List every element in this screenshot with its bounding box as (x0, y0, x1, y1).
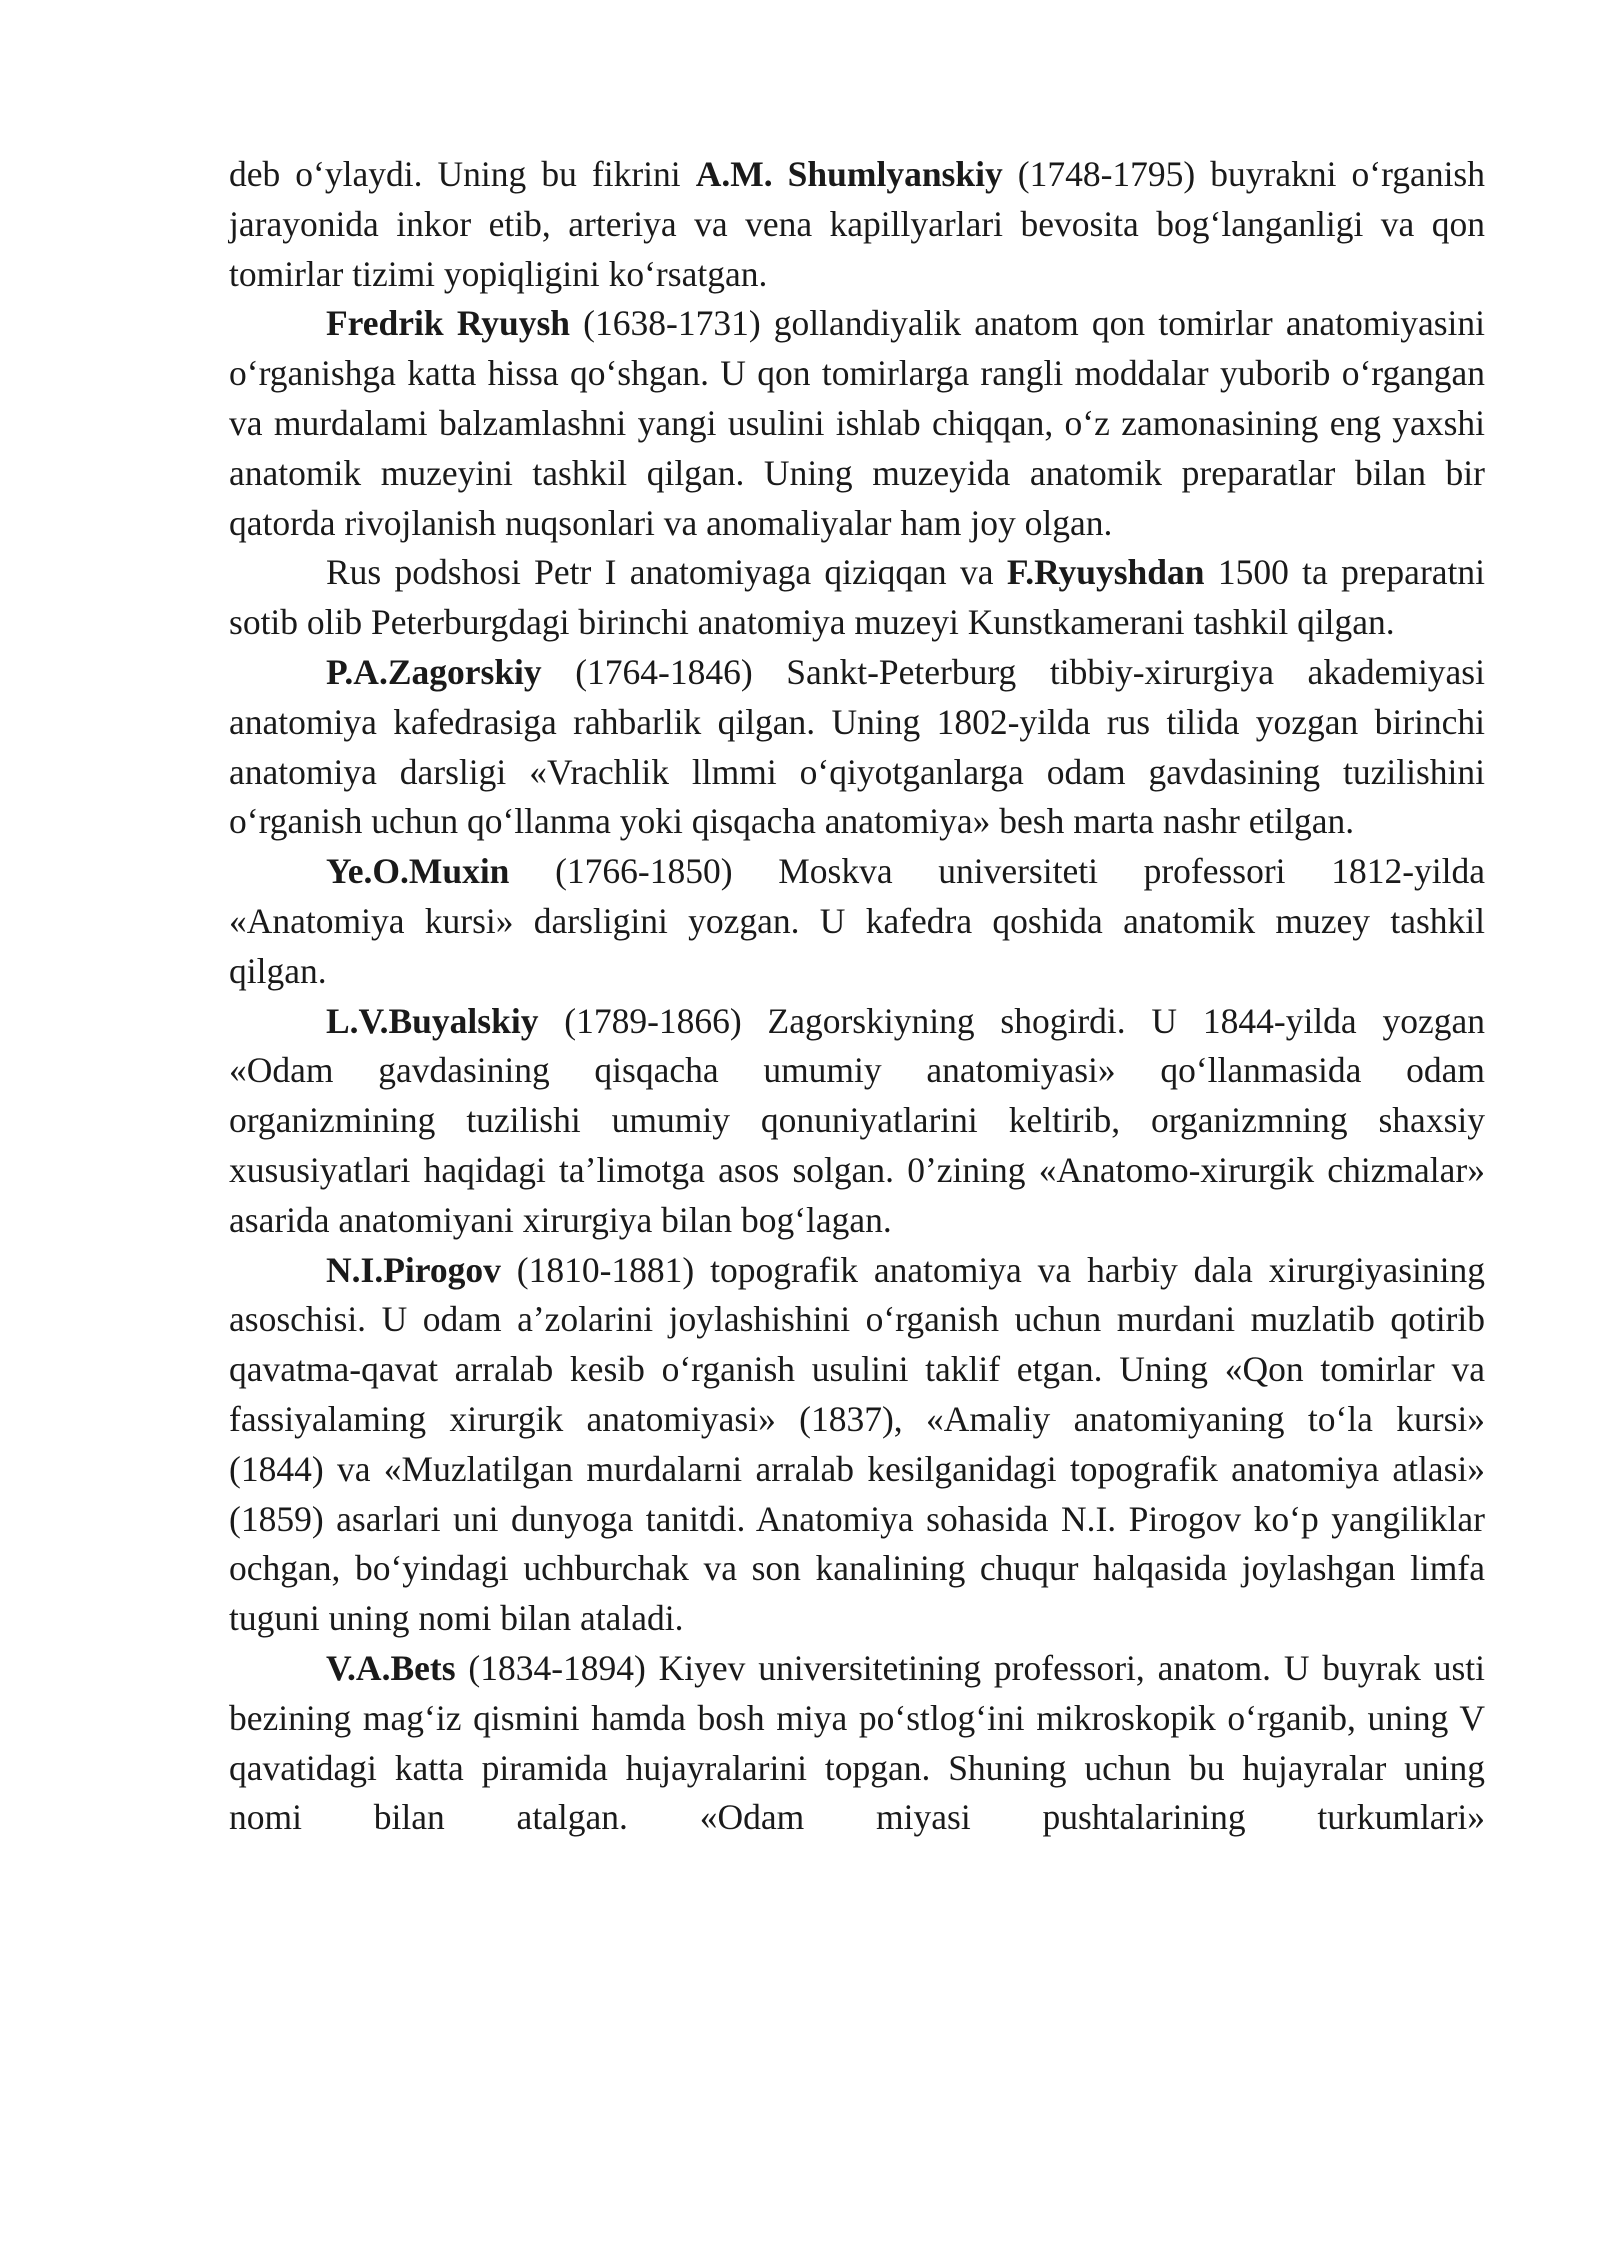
paragraph-text: 1500 ta preparatni sotib olib Peterburgdagi birinchi anatomiya muzeyi Kunstkamerani tashkil qilgan. (229, 552, 1485, 643)
paragraph-zagorskiy (229, 648, 1485, 847)
paragraph-muxin (229, 847, 1485, 996)
person-name-pirogov: N.I.Pirogov (326, 1249, 501, 1290)
person-name-shumlyanskiy: A.M. Shumlyanskiy (695, 154, 1003, 194)
paragraph-pirogov (229, 1246, 1485, 1644)
paragraph-petr (229, 548, 1485, 648)
paragraph-text: (1748-1795) buyrakni oʻrganish jarayonida inkor etib, arteriya va vena kapillyarlari bevosita bogʻlanganligi va qon tomirlar tizimi yopiqligini koʻrsatgan. (229, 154, 1485, 294)
paragraph-text: (1766-1850) Moskva universiteti professori 1812-yilda «Anatomiya kursi» darsligini yozgan. U kafedra qoshida anatomik muzey tashkil qilgan. (229, 851, 1485, 991)
person-name-ryuysh: Fredrik Ryuysh (326, 303, 571, 344)
paragraph-text: (1789-1866) Zagorskiyning shogirdi. U 1844-yilda yozgan «Odam gavdasining qisqacha umumiy anatomiyasi» qoʻllanmasida odam organizmining tuzilishi umumiy qonuniyatlarini keltirib, organizmning shaxsiy xususiyatlari haqidagi taʼlimotga asos solgan. 0ʼzining «Anatomo-xirurgik chizmalar» asarida anatomiyani xirurgiya bilan bogʻlagan. (229, 1000, 1485, 1240)
person-name-muxin: Ye.O.Muxin (326, 851, 510, 892)
paragraph-text: (1764-1846) Sankt-Peterburg tibbiy-xirurgiya akademiyasi anatomiya kafedrasiga rahbarlik qilgan. Uning 1802-yilda rus tilida yozgan birinchi anatomiya darsligi «Vrachlik llmmi oʻqiyotganlarga odam gavdasining tuzilishini oʻrganish uchun qoʻllanma yoki qisqacha anatomiya» besh marta nashr etilgan. (229, 651, 1485, 842)
paragraph-text: deb oʻylaydi. Uning bu fikrini (229, 154, 696, 194)
person-name-zagorskiy: P.A.Zagorskiy (326, 651, 542, 692)
paragraph-ryuysh (229, 299, 1485, 548)
paragraph-buyalskiy (229, 997, 1485, 1246)
paragraph-text: (1834-1894) Kiyev universitetining professori, anatom. U buyrak usti bezining magʻiz qismini hamda bosh miya poʻstlogʻini mikroskopik oʻrganib, uning V qavatidagi katta piramida hujayralarini topgan. Shuning uchun bu hujayralar uning nomi bilan atalgan. «Odam miyasi pushtalarining turkumlari» (229, 1647, 1485, 1838)
paragraph-text: (1638-1731) gollandiyalik anatom qon tomirlar anatomiyasini oʻrganishga katta hissa qoʻshgan. U qon tomirlarga rangli moddalar yuborib oʻrgangan va murdalami balzamlashni yangi usulini ishlab chiqqan, oʻz zamonasining eng yaxshi anatomik muzeyini tashkil qilgan. Uning muzeyida anatomik preparatlar bilan bir qatorda rivojlanish nuqsonlari va anomaliyalar ham joy olgan. (229, 303, 1485, 543)
document-body (229, 150, 1485, 1843)
paragraph-text: (1810-1881) topografik anatomiya va harbiy dala xirurgiyasining asoschisi. U odam aʼzolarini joylashishini oʻrganish uchun murdani muzlatib qotirib qavatma-qavat arralab kesib oʻrganish usulini taklif etgan. Uning «Qon tomirlar va fassiyalaming xirurgik anatomiyasi» (1837), «Amaliy anatomiyaning toʻla kursi» (1844) va «Muzlatilgan murdalarni arralab kesilganidagi topografik anatomiya atlasi» (1859) asarlari uni dunyoga tanitdi. Anatomiya sohasida N.I. Pirogov koʻp yangiliklar ochgan, boʻyindagi uchburchak va son kanalining chuqur halqasida joylashgan limfa tuguni uning nomi bilan ataladi. (229, 1249, 1485, 1639)
person-name-bets: V.A.Bets (326, 1647, 456, 1688)
person-name-ryuyshdan: F.Ryuyshdan (1006, 552, 1205, 593)
paragraph-shumlyanskiy (229, 150, 1485, 299)
paragraph-text: Rus podshosi Petr I anatomiyaga qiziqqan va (326, 552, 1007, 593)
person-name-buyalskiy: L.V.Buyalskiy (326, 1000, 539, 1041)
paragraph-bets (229, 1644, 1485, 1843)
